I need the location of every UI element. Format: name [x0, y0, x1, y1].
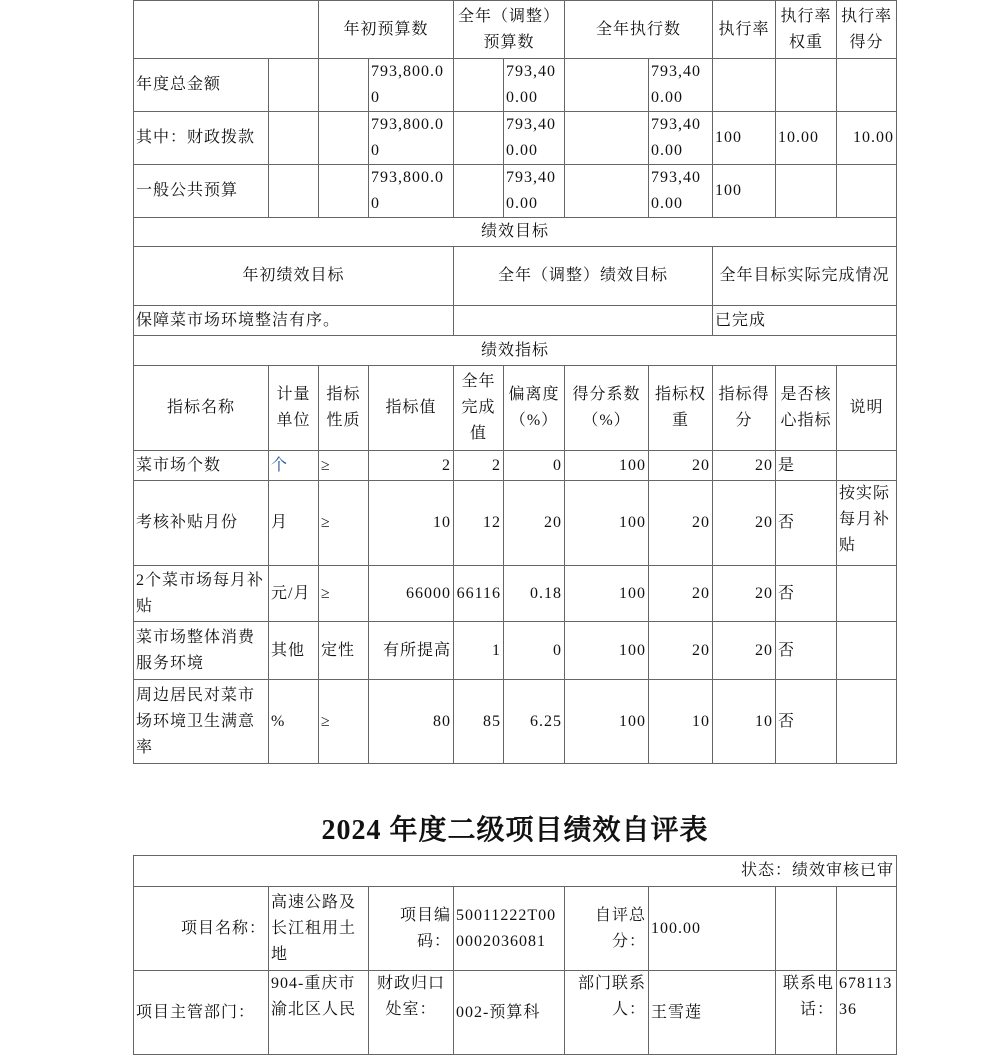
header-actual-completion: 全年目标实际完成情况: [713, 247, 897, 306]
form-title: 2024 年度二级项目绩效自评表: [321, 815, 709, 846]
indicator-row: [134, 451, 897, 481]
rate-weight: 10.00: [776, 112, 837, 165]
indicator-header: 得分系数（%）: [565, 366, 649, 451]
empty-cell: [319, 165, 369, 218]
indicator-cell: 66116: [454, 566, 504, 622]
goals-row: [134, 306, 897, 336]
initial-amount: 793,800.00: [369, 112, 454, 165]
indicator-header: 指标得分: [713, 366, 776, 451]
phone-label: 联系电话：: [776, 971, 837, 1055]
indicator-cell: 20: [713, 622, 776, 680]
indicator-cell: 100: [565, 451, 649, 481]
indicator-cell: 20: [713, 451, 776, 481]
indicator-cell: 否: [776, 566, 837, 622]
goals-section-title: 绩效目标: [134, 218, 897, 247]
adjusted-amount: 793,400.00: [504, 112, 565, 165]
row-label: 年度总金额: [134, 59, 269, 112]
header-executed: 全年执行数: [565, 1, 713, 59]
indicator-cell: 20: [649, 622, 713, 680]
indicator-cell: 20: [649, 566, 713, 622]
office-label: 财政归口处室：: [369, 971, 454, 1055]
dept: 904-重庆市渝北区人民: [269, 971, 369, 1055]
indicators-header-row: [134, 366, 897, 451]
indicator-cell: ≥: [319, 481, 369, 566]
indicator-cell: 0: [504, 451, 565, 481]
status-text: 状态：绩效审核已审: [134, 856, 897, 887]
header-weight: 执行率权重: [776, 1, 837, 59]
indicator-cell: 是: [776, 451, 837, 481]
row-label: 其中：财政拨款: [134, 112, 269, 165]
rate-score: [837, 165, 897, 218]
indicator-cell: 其他: [269, 622, 319, 680]
indicator-header: 偏离度（%）: [504, 366, 565, 451]
rate-weight: [776, 59, 837, 112]
header-score: 执行率得分: [837, 1, 897, 59]
dept-label: 项目主管部门：: [134, 971, 269, 1055]
header-rate: 执行率: [713, 1, 776, 59]
goals-header-row: [134, 247, 897, 306]
budget-row: [134, 112, 897, 165]
empty-cell: [565, 112, 649, 165]
indicator-cell: [837, 680, 897, 764]
indicator-header: 指标性质: [319, 366, 369, 451]
empty-cell: [319, 59, 369, 112]
indicator-cell: 10: [713, 680, 776, 764]
executed-amount: 793,400.00: [649, 112, 713, 165]
adjusted-goal: [454, 306, 713, 336]
indicator-cell: 菜市场个数: [134, 451, 269, 481]
goals-section-row: [134, 218, 897, 247]
empty-cell: [454, 165, 504, 218]
indicator-cell: 6.25: [504, 680, 565, 764]
indicator-cell: 菜市场整体消费服务环境: [134, 622, 269, 680]
empty-cell: [776, 887, 837, 971]
indicator-cell: [837, 566, 897, 622]
budget-row: [134, 59, 897, 112]
indicator-cell: %: [269, 680, 319, 764]
indicator-cell: 100: [565, 566, 649, 622]
indicator-cell: 100: [565, 481, 649, 566]
corner-cell: [134, 1, 319, 59]
project-name: 高速公路及长江租用土地: [269, 887, 369, 971]
code-label: 项目编码：: [369, 887, 454, 971]
contact-label: 部门联系人：: [565, 971, 649, 1055]
indicator-cell: 否: [776, 622, 837, 680]
indicator-cell: 考核补贴月份: [134, 481, 269, 566]
header-adjusted-goal: 全年（调整）绩效目标: [454, 247, 713, 306]
indicator-cell: 2: [454, 451, 504, 481]
indicator-header: 说明: [837, 366, 897, 451]
indicator-header: 指标权重: [649, 366, 713, 451]
indicator-row: [134, 680, 897, 764]
empty-cell: [454, 59, 504, 112]
indicator-cell: 2: [369, 451, 454, 481]
rate-weight: [776, 165, 837, 218]
indicator-cell: 20: [649, 451, 713, 481]
indicator-header: 全年完成值: [454, 366, 504, 451]
indicator-cell: 85: [454, 680, 504, 764]
contact: 王雪莲: [649, 971, 776, 1055]
indicator-row: [134, 622, 897, 680]
execution-rate: [713, 59, 776, 112]
indicator-cell: 个: [269, 451, 319, 481]
budget-row: [134, 165, 897, 218]
indicator-cell: 100: [565, 680, 649, 764]
adjusted-amount: 793,400.00: [504, 165, 565, 218]
empty-cell: [269, 165, 319, 218]
budget-performance-table: [133, 0, 897, 764]
indicator-cell: 20: [713, 566, 776, 622]
indicator-cell: 10: [369, 481, 454, 566]
initial-goal: 保障菜市场环境整洁有序。: [134, 306, 454, 336]
indicator-cell: 0: [504, 622, 565, 680]
empty-cell: [565, 59, 649, 112]
adjusted-amount: 793,400.00: [504, 59, 565, 112]
indicator-row: [134, 566, 897, 622]
indicator-cell: 20: [713, 481, 776, 566]
project-info-table: [133, 855, 897, 1055]
indicator-cell: 月: [269, 481, 319, 566]
empty-cell: [565, 165, 649, 218]
indicator-cell: ≥: [319, 566, 369, 622]
budget-header-row: [134, 1, 897, 59]
indicator-cell: 有所提高: [369, 622, 454, 680]
project-name-label: 项目名称：: [134, 887, 269, 971]
indicators-section-row: [134, 336, 897, 366]
indicator-cell: 80: [369, 680, 454, 764]
indicator-cell: ≥: [319, 451, 369, 481]
indicator-cell: 元/月: [269, 566, 319, 622]
executed-amount: 793,400.00: [649, 165, 713, 218]
indicator-cell: 周边居民对菜市场环境卫生满意率: [134, 680, 269, 764]
total-score: 100.00: [649, 887, 776, 971]
execution-rate: 100: [713, 165, 776, 218]
indicator-cell: 定性: [319, 622, 369, 680]
indicator-header: 指标名称: [134, 366, 269, 451]
indicator-cell: 100: [565, 622, 649, 680]
indicator-cell: 12: [454, 481, 504, 566]
empty-cell: [269, 59, 319, 112]
empty-cell: [269, 112, 319, 165]
indicator-cell: 20: [649, 481, 713, 566]
initial-amount: 793,800.00: [369, 165, 454, 218]
indicator-row: [134, 481, 897, 566]
indicator-cell: 否: [776, 680, 837, 764]
indicator-cell: ≥: [319, 680, 369, 764]
empty-cell: [837, 887, 897, 971]
empty-cell: [454, 112, 504, 165]
header-initial: 年初预算数: [319, 1, 454, 59]
indicator-cell: 10: [649, 680, 713, 764]
header-initial-goal: 年初绩效目标: [134, 247, 454, 306]
phone: 67811336: [837, 971, 897, 1055]
rate-score: 10.00: [837, 112, 897, 165]
actual-completion: 已完成: [713, 306, 897, 336]
indicators-section-title: 绩效指标: [134, 336, 897, 366]
empty-cell: [319, 112, 369, 165]
rate-score: [837, 59, 897, 112]
indicator-cell: 1: [454, 622, 504, 680]
indicator-header: 指标值: [369, 366, 454, 451]
indicator-header: 是否核心指标: [776, 366, 837, 451]
office: 002-预算科: [454, 971, 565, 1055]
initial-amount: 793,800.00: [369, 59, 454, 112]
score-label: 自评总分：: [565, 887, 649, 971]
header-adjusted: 全年（调整）预算数: [454, 1, 565, 59]
indicator-cell: 66000: [369, 566, 454, 622]
indicator-cell: [837, 451, 897, 481]
execution-rate: 100: [713, 112, 776, 165]
indicator-cell: 2个菜市场每月补贴: [134, 566, 269, 622]
row-label: 一般公共预算: [134, 165, 269, 218]
indicator-cell: 否: [776, 481, 837, 566]
indicator-cell: 按实际每月补贴: [837, 481, 897, 566]
indicator-cell: 20: [504, 481, 565, 566]
indicator-cell: [837, 622, 897, 680]
project-code: 50011222T000002036081: [454, 887, 565, 971]
indicator-cell: 0.18: [504, 566, 565, 622]
indicator-header: 计量单位: [269, 366, 319, 451]
executed-amount: 793,400.00: [649, 59, 713, 112]
